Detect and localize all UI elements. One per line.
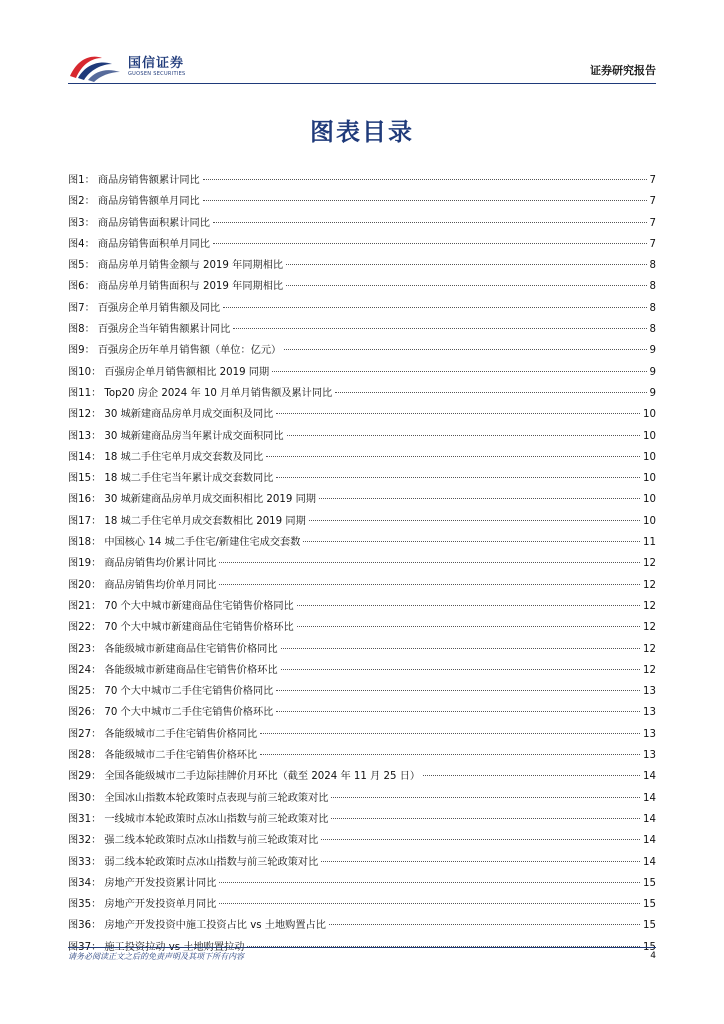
toc-entry[interactable] xyxy=(68,873,656,894)
toc-entry-number: 图1： xyxy=(68,175,95,186)
guosen-logo-icon xyxy=(68,52,122,82)
toc-dot-leader xyxy=(272,371,646,372)
toc-entry-number: 图12： xyxy=(68,409,102,421)
toc-entry-number: 图10： xyxy=(68,366,102,378)
toc-dot-leader xyxy=(276,690,640,691)
report-type-label: 证券研究报告 xyxy=(590,64,656,77)
toc-entry-page[interactable]: 12 xyxy=(643,558,656,570)
toc-entry-page[interactable]: 14 xyxy=(643,771,656,783)
toc-entry-page[interactable]: 15 xyxy=(643,877,656,889)
toc-entry-title[interactable]: Top20 房企 2024 年 10 月单月销售额及累计同比 xyxy=(104,387,333,399)
toc-dot-leader xyxy=(219,882,640,883)
toc-entry-page[interactable]: 10 xyxy=(643,515,656,527)
toc-entry-title[interactable]: 商品房单月销售金额与 2019 年同期相比 xyxy=(97,260,284,272)
toc-entry-page[interactable]: 7 xyxy=(649,217,656,229)
toc-dot-leader xyxy=(423,775,640,776)
toc-dot-leader xyxy=(213,222,647,223)
toc-entry-page[interactable]: 9 xyxy=(649,366,656,378)
toc-entry-page[interactable]: 13 xyxy=(643,728,656,740)
toc-entry[interactable] xyxy=(68,362,656,383)
toc-dot-leader xyxy=(281,669,641,670)
toc-entry-number: 图3： xyxy=(68,217,95,229)
toc-entry-number: 图6： xyxy=(68,281,95,293)
toc-dot-leader xyxy=(321,861,640,862)
toc-dot-leader xyxy=(297,605,640,606)
toc-entry-number: 图34： xyxy=(68,877,102,889)
toc-entry[interactable] xyxy=(68,702,656,723)
toc-dot-leader xyxy=(213,243,647,244)
toc-entry[interactable] xyxy=(68,276,656,297)
toc-entry[interactable] xyxy=(68,894,656,915)
toc-entry-title[interactable]: 各能级城市新建商品住宅销售价格同比 xyxy=(104,643,278,655)
toc-entry-title[interactable]: 18 城二手住宅单月成交套数及同比 xyxy=(104,451,264,463)
toc-entry-page[interactable]: 12 xyxy=(643,643,656,655)
toc-entry-title[interactable]: 百强房企当年销售额累计同比 xyxy=(97,324,231,336)
toc-dot-leader xyxy=(335,392,646,393)
page-number: 4 xyxy=(650,951,656,961)
toc-entry[interactable] xyxy=(68,383,656,404)
toc-entry-number: 图20： xyxy=(68,579,102,591)
toc-entry-number: 图25： xyxy=(68,686,102,698)
toc-entry-number: 图11： xyxy=(68,387,102,399)
toc-entry-number: 图14： xyxy=(68,451,102,463)
toc-entry[interactable] xyxy=(68,575,656,596)
toc-entry-page[interactable]: 8 xyxy=(649,281,656,293)
logo-english-name: GUOSEN SECURITIES xyxy=(128,71,186,77)
toc-entry[interactable] xyxy=(68,447,656,468)
toc-entry-number: 图19： xyxy=(68,558,102,570)
toc-entry[interactable] xyxy=(68,553,656,574)
footer-divider xyxy=(68,947,656,948)
guosen-logo xyxy=(68,50,186,84)
toc-entry[interactable] xyxy=(68,724,656,745)
toc-entry-title[interactable]: 30 城新建商品房当年累计成交面积同比 xyxy=(104,430,284,442)
toc-dot-leader xyxy=(331,818,640,819)
toc-entry[interactable] xyxy=(68,468,656,489)
toc-dot-leader xyxy=(286,285,646,286)
toc-entry-page[interactable]: 14 xyxy=(643,813,656,825)
toc-entry[interactable] xyxy=(68,191,656,212)
toc-entry-title[interactable]: 百强房企单月销售额相比 2019 同期 xyxy=(104,366,270,378)
toc-entry-page[interactable]: 8 xyxy=(649,324,656,336)
toc-dot-leader xyxy=(203,179,647,180)
toc-entry-title[interactable]: 中国核心 14 城二手住宅/新建住宅成交套数 xyxy=(104,537,301,549)
toc-entry-page[interactable]: 12 xyxy=(643,622,656,634)
toc-entry-page[interactable]: 13 xyxy=(643,686,656,698)
toc-entry[interactable] xyxy=(68,319,656,340)
toc-dot-leader xyxy=(276,477,640,478)
toc-entry-page[interactable]: 10 xyxy=(643,494,656,506)
logo-chinese-name: 国信证券 xyxy=(128,56,185,71)
toc-entry-title[interactable]: 百强房企历年单月销售额（单位：亿元） xyxy=(97,345,282,357)
toc-entry-number: 图2： xyxy=(68,196,95,208)
toc-entry[interactable] xyxy=(68,745,656,766)
toc-dot-leader xyxy=(223,307,646,308)
toc-entry-number: 图5： xyxy=(68,260,95,272)
toc-entry-number: 图17： xyxy=(68,515,102,527)
toc-entry-page[interactable]: 15 xyxy=(643,899,656,911)
toc-entry-number: 图8： xyxy=(68,324,95,336)
toc-entry-number: 图4： xyxy=(68,238,95,250)
toc-entry-title[interactable]: 各能级城市二手住宅销售价格同比 xyxy=(104,728,258,740)
toc-entry[interactable] xyxy=(68,340,656,361)
toc-entry[interactable] xyxy=(68,404,656,425)
toc-entry-number: 图37： xyxy=(68,941,102,953)
toc-entry-page[interactable]: 9 xyxy=(649,387,656,399)
toc-entry[interactable] xyxy=(68,617,656,638)
page-title: 图表目录 xyxy=(310,118,414,146)
toc-entry-title[interactable]: 全国冰山指数本轮政策时点表现与前三轮政策对比 xyxy=(104,792,329,804)
toc-entry-page[interactable]: 8 xyxy=(649,260,656,272)
toc-entry-page[interactable]: 7 xyxy=(649,238,656,250)
toc-entry-number: 图28： xyxy=(68,750,102,762)
toc-dot-leader xyxy=(203,200,647,201)
toc-entry-title[interactable]: 房地产开发投资中施工投资占比 vs 土地购置占比 xyxy=(104,920,326,932)
toc-entry-page[interactable]: 15 xyxy=(643,920,656,932)
toc-entry-title[interactable]: 商品房销售面积累计同比 xyxy=(97,217,210,229)
toc-entry-title[interactable]: 商品房销售面积单月同比 xyxy=(97,238,210,250)
toc-entry[interactable] xyxy=(68,830,656,851)
toc-dot-leader xyxy=(260,754,640,755)
table-of-figures xyxy=(68,170,656,958)
toc-dot-leader xyxy=(329,924,640,925)
toc-entry-number: 图18： xyxy=(68,537,102,549)
toc-entry-title[interactable]: 30 城新建商品房单月成交面积及同比 xyxy=(104,409,274,421)
toc-dot-leader xyxy=(303,541,640,542)
toc-entry-title[interactable]: 商品房销售均价单月同比 xyxy=(104,579,217,591)
toc-entry[interactable] xyxy=(68,170,656,191)
toc-dot-leader xyxy=(319,498,640,499)
toc-entry[interactable] xyxy=(68,852,656,873)
header-divider xyxy=(68,83,656,84)
toc-entry-number: 图35： xyxy=(68,899,102,911)
toc-dot-leader xyxy=(219,562,640,563)
footer-disclaimer: 请务必阅读正文之后的免责声明及其项下所有内容 xyxy=(68,952,244,961)
toc-entry-title[interactable]: 强二线本轮政策时点冰山指数与前三轮政策对比 xyxy=(104,835,319,847)
toc-entry-title[interactable]: 70 个大中城市新建商品住宅销售价格同比 xyxy=(104,600,294,612)
toc-dot-leader xyxy=(266,456,640,457)
toc-entry-page[interactable]: 13 xyxy=(643,707,656,719)
toc-entry-title[interactable]: 全国各能级城市二手边际挂牌价月环比（截至 2024 年 11 月 25 日） xyxy=(104,771,421,783)
toc-dot-leader xyxy=(260,733,640,734)
toc-entry-page[interactable]: 12 xyxy=(643,600,656,612)
toc-entry-title[interactable]: 商品房销售均价累计同比 xyxy=(104,558,217,570)
toc-entry[interactable] xyxy=(68,660,656,681)
toc-entry-number: 图33： xyxy=(68,856,102,868)
toc-entry-number: 图30： xyxy=(68,792,102,804)
toc-entry-number: 图24： xyxy=(68,664,102,676)
toc-entry-number: 图21： xyxy=(68,600,102,612)
toc-dot-leader xyxy=(219,903,640,904)
toc-entry[interactable] xyxy=(68,766,656,787)
toc-entry-page[interactable]: 14 xyxy=(643,835,656,847)
toc-entry-title[interactable]: 一线城市本轮政策时点冰山指数与前三轮政策对比 xyxy=(104,813,329,825)
toc-entry-title[interactable]: 施工投资拉动 vs 土地购置拉动 xyxy=(104,941,245,953)
toc-entry-page[interactable]: 13 xyxy=(643,750,656,762)
toc-dot-leader xyxy=(286,264,646,265)
toc-dot-leader xyxy=(284,349,646,350)
toc-entry-number: 图9： xyxy=(68,345,95,357)
toc-dot-leader xyxy=(287,435,640,436)
toc-entry-number: 图13： xyxy=(68,430,102,442)
toc-entry-number: 图36： xyxy=(68,920,102,932)
toc-entry-number: 图31： xyxy=(68,813,102,825)
toc-entry-title[interactable]: 百强房企单月销售额及同比 xyxy=(97,302,221,314)
toc-entry-number: 图7： xyxy=(68,302,95,314)
toc-entry[interactable] xyxy=(68,426,656,447)
toc-entry[interactable] xyxy=(68,532,656,553)
toc-entry-number: 图22： xyxy=(68,622,102,634)
toc-entry-page[interactable]: 15 xyxy=(643,941,656,953)
toc-entry-title[interactable]: 18 城二手住宅当年累计成交套数同比 xyxy=(104,473,274,485)
page-header xyxy=(68,50,656,84)
toc-entry-title[interactable]: 各能级城市二手住宅销售价格环比 xyxy=(104,750,258,762)
toc-entry-title[interactable]: 30 城新建商品房单月成交面积相比 2019 同期 xyxy=(104,494,316,506)
toc-entry[interactable] xyxy=(68,639,656,660)
toc-entry[interactable] xyxy=(68,489,656,510)
toc-dot-leader xyxy=(219,584,640,585)
toc-entry-title[interactable]: 商品房销售额单月同比 xyxy=(97,196,200,208)
toc-entry-page[interactable]: 12 xyxy=(643,579,656,591)
toc-entry-number: 图16： xyxy=(68,494,102,506)
toc-entry-title[interactable]: 商品房单月销售面积与 2019 年同期相比 xyxy=(97,281,284,293)
toc-entry-number: 图26： xyxy=(68,707,102,719)
toc-entry-page[interactable]: 10 xyxy=(643,409,656,421)
toc-entry-page[interactable]: 12 xyxy=(643,664,656,676)
toc-dot-leader xyxy=(297,626,640,627)
toc-entry-page[interactable]: 14 xyxy=(643,792,656,804)
toc-entry-title[interactable]: 弱二线本轮政策时点冰山指数与前三轮政策对比 xyxy=(104,856,319,868)
toc-entry-page[interactable]: 11 xyxy=(643,537,656,549)
toc-entry[interactable] xyxy=(68,915,656,936)
toc-entry-title[interactable]: 70 个大中城市新建商品住宅销售价格环比 xyxy=(104,622,294,634)
toc-entry[interactable] xyxy=(68,788,656,809)
toc-entry[interactable] xyxy=(68,213,656,234)
toc-entry[interactable] xyxy=(68,234,656,255)
toc-dot-leader xyxy=(309,520,640,521)
toc-entry[interactable] xyxy=(68,809,656,830)
toc-entry-number: 图15： xyxy=(68,473,102,485)
toc-entry-title[interactable]: 18 城二手住宅单月成交套数相比 2019 同期 xyxy=(104,515,306,527)
toc-dot-leader xyxy=(276,711,640,712)
toc-dot-leader xyxy=(321,839,640,840)
toc-entry-page[interactable]: 7 xyxy=(649,175,656,186)
toc-entry[interactable] xyxy=(68,511,656,532)
toc-entry-page[interactable]: 10 xyxy=(643,473,656,485)
toc-entry-number: 图32： xyxy=(68,835,102,847)
toc-dot-leader xyxy=(331,797,640,798)
toc-entry-number: 图27： xyxy=(68,728,102,740)
toc-entry-title[interactable]: 商品房销售额累计同比 xyxy=(97,175,200,186)
toc-entry-title[interactable]: 70 个大中城市二手住宅销售价格同比 xyxy=(104,686,274,698)
toc-entry-title[interactable]: 房地产开发投资单月同比 xyxy=(104,899,217,911)
toc-entry-number: 图29： xyxy=(68,771,102,783)
toc-entry-title[interactable]: 房地产开发投资累计同比 xyxy=(104,877,217,889)
toc-dot-leader xyxy=(276,413,640,414)
toc-entry[interactable] xyxy=(68,298,656,319)
toc-entry[interactable] xyxy=(68,596,656,617)
toc-entry-page[interactable]: 14 xyxy=(643,856,656,868)
toc-entry-title[interactable]: 70 个大中城市二手住宅销售价格环比 xyxy=(104,707,274,719)
toc-entry[interactable] xyxy=(68,255,656,276)
toc-entry-number: 图23： xyxy=(68,643,102,655)
toc-entry-title[interactable]: 各能级城市新建商品住宅销售价格环比 xyxy=(104,664,278,676)
toc-dot-leader xyxy=(281,648,641,649)
toc-entry-page[interactable]: 10 xyxy=(643,430,656,442)
toc-entry-page[interactable]: 7 xyxy=(649,196,656,208)
toc-entry-page[interactable]: 8 xyxy=(649,302,656,314)
toc-entry-page[interactable]: 9 xyxy=(649,345,656,357)
toc-entry[interactable] xyxy=(68,681,656,702)
toc-dot-leader xyxy=(233,328,646,329)
toc-entry-page[interactable]: 10 xyxy=(643,451,656,463)
